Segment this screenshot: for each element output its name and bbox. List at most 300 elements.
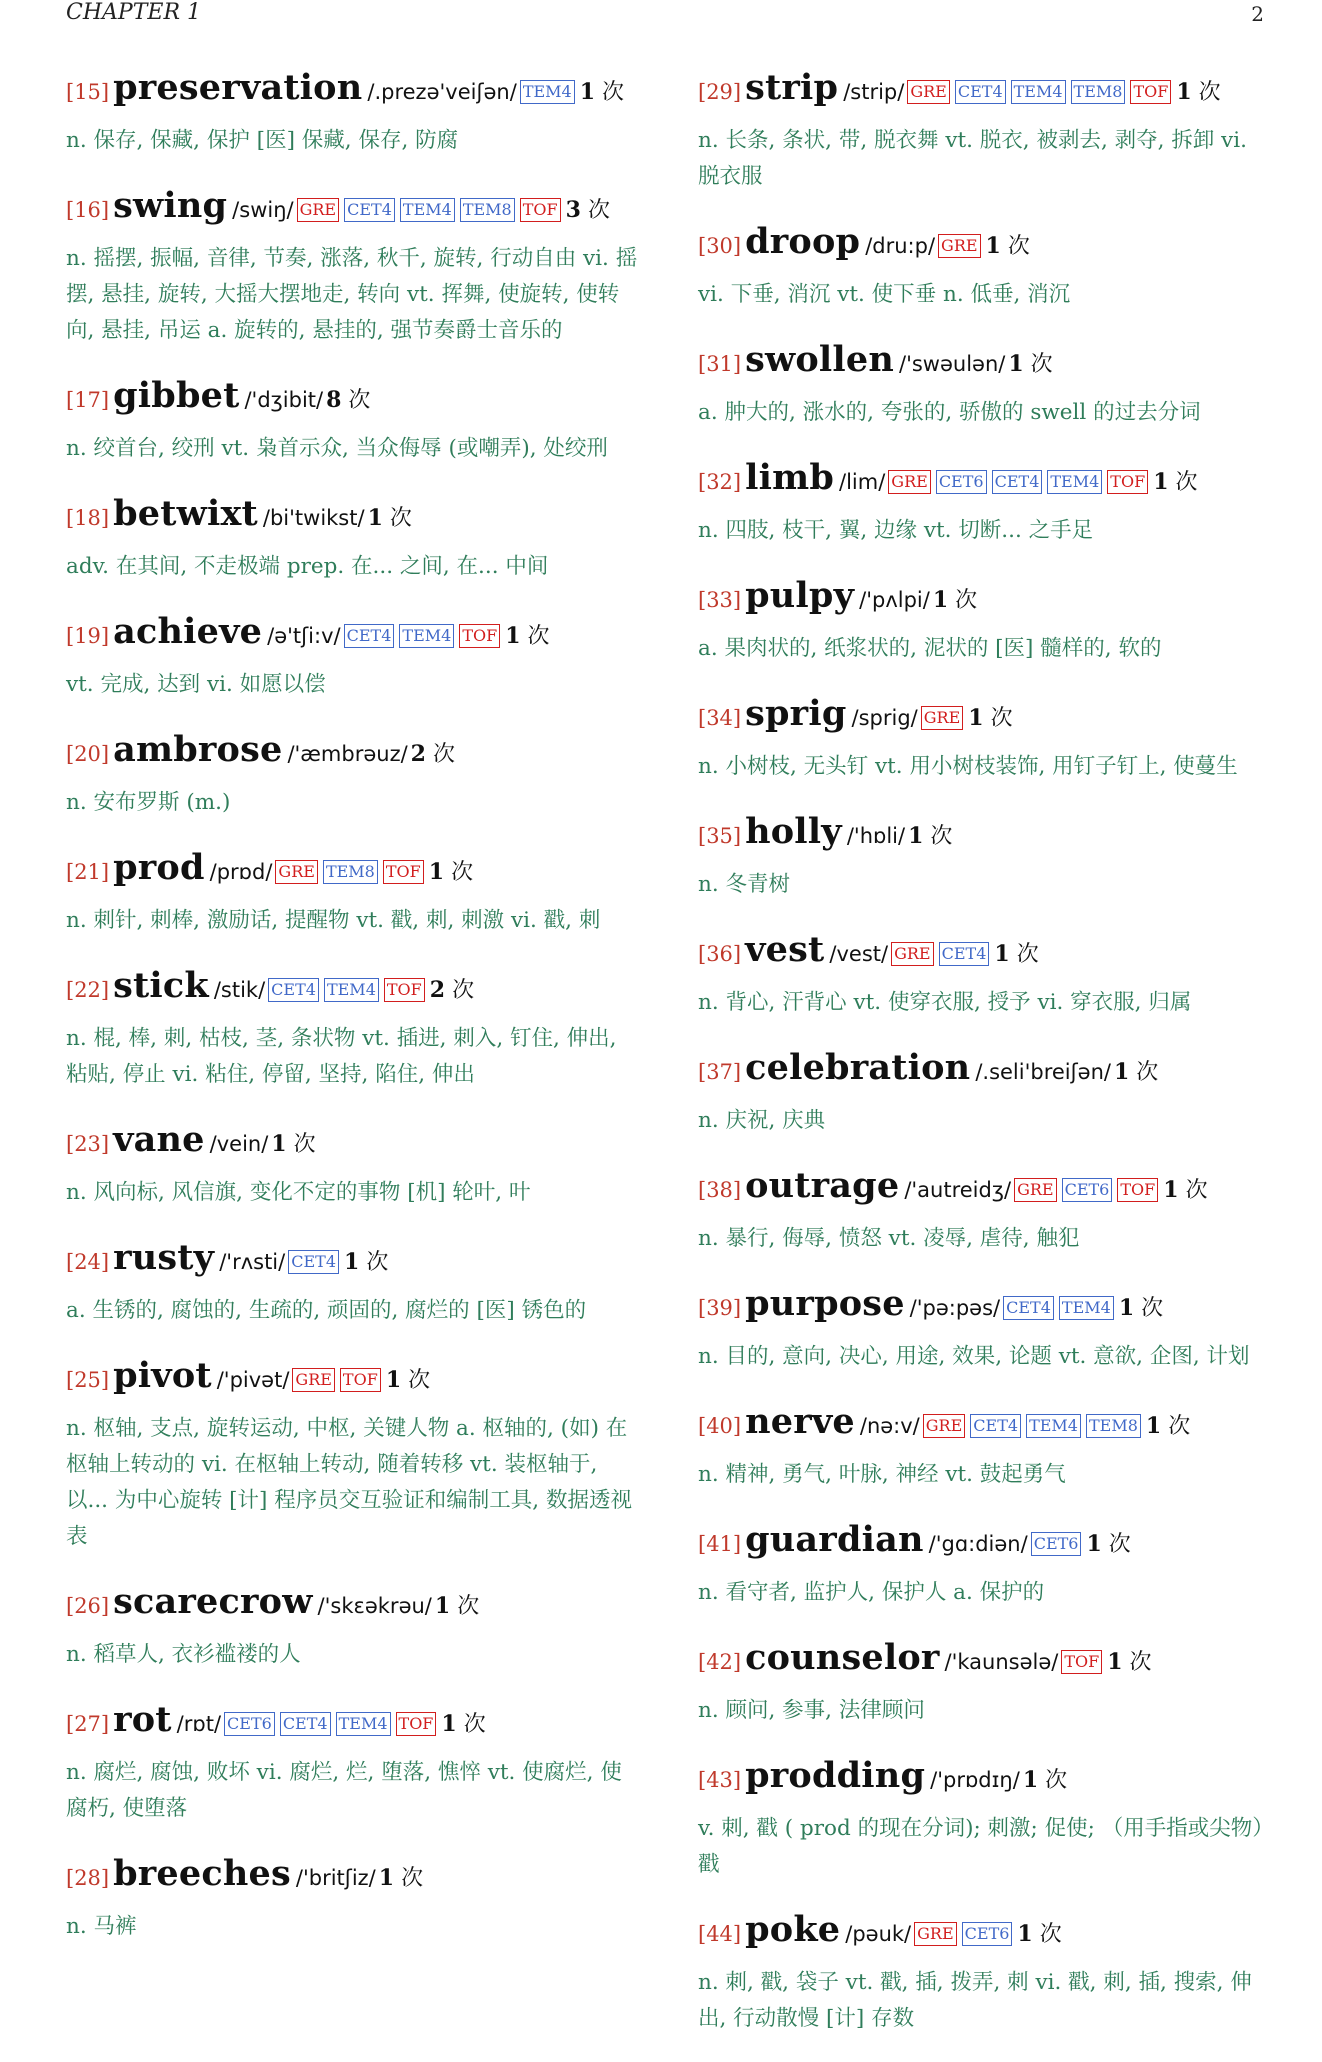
frequency bbox=[1163, 1178, 1207, 1203]
frequency-unit: 次 bbox=[1198, 80, 1221, 105]
definition: n. 长条, 条状, 带, 脱衣舞 vt. 脱衣, 被剥去, 剥夺, 拆卸 vi. 脱衣服 bbox=[698, 128, 1248, 189]
exam-tag: TEM4 bbox=[324, 978, 379, 1002]
chapter-title: CHAPTER 1 bbox=[66, 0, 201, 25]
entry-number: [19] bbox=[66, 624, 110, 648]
frequency bbox=[1114, 1060, 1158, 1085]
headword: swing bbox=[113, 185, 228, 226]
phonetic: /'pivət/ bbox=[216, 1368, 290, 1392]
phonetic: /'æmbrəuz/ bbox=[287, 742, 408, 766]
entry-head bbox=[66, 964, 640, 1019]
headword: poke bbox=[745, 1909, 841, 1950]
frequency bbox=[566, 198, 610, 223]
exam-tag: GRE bbox=[297, 198, 340, 222]
entry-head bbox=[698, 1754, 1272, 1809]
frequency-count: 8 bbox=[326, 387, 342, 413]
phonetic: /rɒt/ bbox=[176, 1712, 222, 1736]
frequency bbox=[1086, 1532, 1130, 1557]
entry-head bbox=[698, 1908, 1272, 1963]
entry-number: [22] bbox=[66, 978, 110, 1002]
definition: n. 刺针, 刺棒, 激励话, 提醒物 vt. 戳, 刺, 刺激 vi. 戳, 刺 bbox=[66, 908, 601, 933]
entry-head bbox=[66, 492, 640, 547]
headword: ambrose bbox=[113, 729, 283, 770]
exam-tag: GRE bbox=[914, 1922, 957, 1946]
frequency-count: 1 bbox=[1153, 469, 1169, 495]
entry-head bbox=[66, 846, 640, 901]
headword: rusty bbox=[113, 1237, 215, 1278]
definition: n. 看守者, 监护人, 保护人 a. 保护的 bbox=[698, 1580, 1045, 1605]
frequency-unit: 次 bbox=[1039, 1922, 1062, 1947]
vocab-entry bbox=[698, 1282, 1272, 1375]
entry-number: [31] bbox=[698, 352, 742, 376]
vocab-entry bbox=[66, 610, 640, 703]
headword: scarecrow bbox=[113, 1581, 313, 1622]
phonetic: /strip/ bbox=[843, 80, 905, 104]
frequency-unit: 次 bbox=[1108, 1532, 1131, 1557]
frequency bbox=[994, 942, 1038, 967]
exam-tag: TOF bbox=[1061, 1650, 1102, 1674]
frequency-count: 1 bbox=[505, 623, 521, 649]
frequency bbox=[1023, 1768, 1067, 1793]
frequency-unit: 次 bbox=[1136, 1060, 1159, 1085]
exam-tag: CET4 bbox=[280, 1712, 331, 1736]
entry-number: [21] bbox=[66, 860, 110, 884]
entry-head bbox=[698, 1400, 1272, 1455]
frequency bbox=[505, 624, 549, 649]
exam-tag: CET4 bbox=[268, 978, 319, 1002]
frequency-unit: 次 bbox=[451, 860, 474, 885]
exam-tag: CET6 bbox=[1062, 1178, 1113, 1202]
headword: sprig bbox=[745, 693, 847, 734]
frequency-count: 1 bbox=[994, 941, 1010, 967]
exam-tag: GRE bbox=[938, 234, 981, 258]
definition: n. 绞首台, 绞刑 vt. 枭首示众, 当众侮辱 (或嘲弄), 处绞刑 bbox=[66, 436, 608, 461]
frequency bbox=[368, 506, 412, 531]
entry-head bbox=[698, 928, 1272, 983]
entry-head bbox=[66, 66, 640, 121]
exam-tag: TOF bbox=[396, 1712, 437, 1736]
vocab-entry bbox=[66, 184, 640, 349]
frequency-unit: 次 bbox=[1185, 1178, 1208, 1203]
frequency bbox=[430, 978, 474, 1003]
headword: strip bbox=[745, 67, 839, 108]
phonetic: /.prezə'veiʃən/ bbox=[367, 80, 517, 104]
headword: gibbet bbox=[113, 375, 240, 416]
entry-number: [28] bbox=[66, 1866, 110, 1890]
frequency bbox=[986, 234, 1030, 259]
phonetic: /'pʌlpi/ bbox=[859, 588, 930, 612]
phonetic: /lim/ bbox=[839, 470, 886, 494]
exam-tag: CET4 bbox=[970, 1414, 1021, 1438]
definition: adv. 在其间, 不走极端 prep. 在... 之间, 在... 中间 bbox=[66, 554, 549, 579]
frequency-unit: 次 bbox=[1016, 942, 1039, 967]
frequency-unit: 次 bbox=[389, 506, 412, 531]
frequency-unit: 次 bbox=[1175, 470, 1198, 495]
entry-head bbox=[66, 610, 640, 665]
frequency-unit: 次 bbox=[452, 978, 475, 1003]
definition: n. 刺, 戳, 袋子 vt. 戳, 插, 拨弄, 刺 vi. 戳, 刺, 插, 搜索, 伸出, 行动散慢 [计] 存数 bbox=[698, 1970, 1252, 2031]
headword: pulpy bbox=[745, 575, 855, 616]
definition: n. 庆祝, 庆典 bbox=[698, 1108, 826, 1133]
frequency bbox=[1107, 1650, 1151, 1675]
exam-tag: CET4 bbox=[1003, 1296, 1054, 1320]
entry-number: [37] bbox=[698, 1060, 742, 1084]
frequency-count: 1 bbox=[1145, 1413, 1162, 1439]
entry-head bbox=[698, 220, 1272, 275]
entry-number: [32] bbox=[698, 470, 742, 494]
phonetic: /vein/ bbox=[209, 1132, 269, 1156]
entry-head bbox=[66, 728, 640, 783]
exam-tag: TEM4 bbox=[1011, 80, 1066, 104]
entry-number: [34] bbox=[698, 706, 742, 730]
phonetic: /.seli'breiʃən/ bbox=[975, 1060, 1111, 1084]
frequency-count: 1 bbox=[378, 1865, 395, 1891]
headword: swollen bbox=[745, 339, 894, 380]
frequency-count: 1 bbox=[1113, 1059, 1130, 1085]
vocab-entry bbox=[66, 66, 640, 159]
definition: n. 摇摆, 振幅, 音律, 节奏, 涨落, 秋千, 旋转, 行动自由 vi. 摇摆, 悬挂, 旋转, 大摇大摆地走, 转向 vt. 挥舞, 使旋转, 使转向, 悬挂, 吊运 a. 旋转的, 悬挂的, 强节奏爵士音乐的 bbox=[66, 246, 638, 343]
frequency-unit: 次 bbox=[401, 1866, 424, 1891]
entry-head bbox=[698, 810, 1272, 865]
frequency-count: 1 bbox=[344, 1249, 360, 1275]
definition: n. 四肢, 枝干, 翼, 边缘 vt. 切断... 之手足 bbox=[698, 518, 1094, 543]
phonetic: /'swəulən/ bbox=[899, 352, 1006, 376]
definition: a. 果肉状的, 纸浆状的, 泥状的 [医] 髓样的, 软的 bbox=[698, 636, 1162, 661]
exam-tag: GRE bbox=[921, 706, 964, 730]
frequency-count: 1 bbox=[985, 233, 1001, 259]
frequency-unit: 次 bbox=[587, 198, 610, 223]
entry-number: [41] bbox=[698, 1532, 742, 1556]
exam-tag: CET6 bbox=[224, 1712, 275, 1736]
entry-head bbox=[698, 1046, 1272, 1101]
entry-number: [16] bbox=[66, 198, 110, 222]
right-column bbox=[698, 66, 1272, 2062]
running-head bbox=[66, 0, 1264, 30]
entry-number: [39] bbox=[698, 1296, 742, 1320]
entry-number: [17] bbox=[66, 388, 110, 412]
entry-head bbox=[698, 574, 1272, 629]
frequency-count: 1 bbox=[1008, 351, 1024, 377]
entry-number: [23] bbox=[66, 1132, 110, 1156]
phonetic: /'skɛəkrəu/ bbox=[317, 1594, 432, 1618]
entry-head bbox=[698, 338, 1272, 393]
headword: prodding bbox=[745, 1755, 926, 1796]
vocab-entry bbox=[66, 492, 640, 585]
frequency-count: 1 bbox=[271, 1131, 287, 1157]
exam-tag: TEM4 bbox=[336, 1712, 391, 1736]
entry-head bbox=[66, 1354, 640, 1409]
exam-tag: TOF bbox=[459, 624, 500, 648]
entry-head bbox=[698, 1518, 1272, 1573]
exam-tag: CET4 bbox=[955, 80, 1006, 104]
phonetic: /'pə:pəs/ bbox=[909, 1296, 1001, 1320]
frequency-unit: 次 bbox=[1045, 1768, 1068, 1793]
frequency-unit: 次 bbox=[463, 1712, 486, 1737]
definition: n. 顾问, 参事, 法律顾问 bbox=[698, 1698, 925, 1723]
headword: vest bbox=[745, 929, 825, 970]
headword: rot bbox=[113, 1699, 172, 1740]
headword: achieve bbox=[113, 611, 263, 652]
phonetic: /sprig/ bbox=[851, 706, 918, 730]
exam-tag: CET6 bbox=[962, 1922, 1013, 1946]
entry-number: [30] bbox=[698, 234, 742, 258]
entry-number: [27] bbox=[66, 1712, 110, 1736]
frequency-count: 1 bbox=[434, 1593, 451, 1619]
phonetic: /prɒd/ bbox=[209, 860, 273, 884]
frequency-count: 1 bbox=[1118, 1295, 1135, 1321]
frequency bbox=[435, 1594, 479, 1619]
exam-tag: TEM4 bbox=[400, 198, 455, 222]
frequency-unit: 次 bbox=[293, 1132, 316, 1157]
vocab-entry bbox=[66, 1118, 640, 1211]
headword: holly bbox=[745, 811, 842, 852]
frequency bbox=[326, 388, 370, 413]
entry-number: [40] bbox=[698, 1414, 742, 1438]
exam-tag: TEM4 bbox=[1047, 470, 1102, 494]
headword: droop bbox=[745, 221, 861, 262]
frequency-count: 1 bbox=[1107, 1649, 1123, 1675]
exam-tag: CET4 bbox=[344, 624, 395, 648]
frequency bbox=[580, 80, 624, 105]
vocab-entry bbox=[698, 1908, 1272, 2037]
frequency bbox=[968, 706, 1012, 731]
entry-number: [25] bbox=[66, 1368, 110, 1392]
frequency-unit: 次 bbox=[955, 588, 978, 613]
entry-number: [35] bbox=[698, 824, 742, 848]
frequency-unit: 次 bbox=[1141, 1296, 1164, 1321]
definition: n. 稻草人, 衣衫褴褛的人 bbox=[66, 1642, 301, 1667]
frequency-unit: 次 bbox=[1030, 352, 1053, 377]
headword: preservation bbox=[113, 67, 363, 108]
phonetic: /pəuk/ bbox=[845, 1922, 912, 1946]
frequency-count: 1 bbox=[385, 1367, 402, 1393]
entry-head bbox=[698, 456, 1272, 511]
headword: betwixt bbox=[113, 493, 258, 534]
entry-head bbox=[66, 1118, 640, 1173]
phonetic: /swiŋ/ bbox=[232, 198, 294, 222]
frequency-count: 1 bbox=[1022, 1767, 1039, 1793]
exam-tag: TEM4 bbox=[520, 80, 575, 104]
vocab-entry bbox=[66, 728, 640, 821]
vocab-entry bbox=[66, 964, 640, 1093]
entry-head bbox=[66, 1698, 640, 1753]
exam-tag: TEM8 bbox=[1086, 1414, 1141, 1438]
frequency-count: 2 bbox=[429, 977, 446, 1003]
entry-head bbox=[66, 1580, 640, 1635]
vocab-entry bbox=[698, 66, 1272, 195]
exam-tag: TEM4 bbox=[1059, 1296, 1114, 1320]
phonetic: /stik/ bbox=[213, 978, 266, 1002]
phonetic: /'kaunsələ/ bbox=[944, 1650, 1059, 1674]
exam-tag: TOF bbox=[384, 978, 425, 1002]
exam-tag: TOF bbox=[1107, 470, 1148, 494]
vocab-entry bbox=[66, 1852, 640, 1945]
frequency-unit: 次 bbox=[1129, 1650, 1152, 1675]
frequency-unit: 次 bbox=[990, 706, 1013, 731]
headword: counselor bbox=[745, 1637, 940, 1678]
exam-tag: TEM8 bbox=[1071, 80, 1126, 104]
frequency-unit: 次 bbox=[457, 1594, 480, 1619]
vocab-entry bbox=[66, 1236, 640, 1329]
entry-number: [15] bbox=[66, 80, 110, 104]
exam-tag: TOF bbox=[383, 860, 424, 884]
frequency bbox=[1119, 1296, 1163, 1321]
entry-number: [43] bbox=[698, 1768, 742, 1792]
headword: guardian bbox=[745, 1519, 924, 1560]
exam-tag: CET4 bbox=[939, 942, 990, 966]
exam-tag: GRE bbox=[292, 1368, 335, 1392]
frequency-count: 1 bbox=[1176, 79, 1192, 105]
frequency bbox=[411, 742, 455, 767]
headword: breeches bbox=[113, 1853, 291, 1894]
entry-number: [36] bbox=[698, 942, 742, 966]
phonetic: /'hɒli/ bbox=[846, 824, 906, 848]
exam-tag: GRE bbox=[923, 1414, 966, 1438]
frequency-count: 1 bbox=[908, 823, 924, 849]
phonetic: /'britʃiz/ bbox=[295, 1866, 376, 1890]
headword: vane bbox=[113, 1119, 205, 1160]
definition: n. 枢轴, 支点, 旋转运动, 中枢, 关键人物 a. 枢轴的, (如) 在枢轴上转动的 vi. 在枢轴上转动, 随着转移 vt. 装枢轴于, 以... 为中心旋转 [计] 程序员交互验证和编制工具, 数据透视表 bbox=[66, 1416, 632, 1549]
phonetic: /nə:v/ bbox=[859, 1414, 920, 1438]
vocab-entry bbox=[698, 220, 1272, 313]
definition: n. 精神, 勇气, 叶脉, 神经 vt. 鼓起勇气 bbox=[698, 1462, 1066, 1487]
entry-number: [33] bbox=[698, 588, 742, 612]
headword: limb bbox=[745, 457, 835, 498]
vocab-entry bbox=[698, 1046, 1272, 1139]
frequency-count: 1 bbox=[968, 705, 984, 731]
exam-tag: CET6 bbox=[1031, 1532, 1082, 1556]
vocab-entry bbox=[698, 928, 1272, 1021]
definition: vi. 下垂, 消沉 vt. 使下垂 n. 低垂, 消沉 bbox=[698, 282, 1071, 307]
definition: n. 小树枝, 无头钉 vt. 用小树枝装饰, 用钉子钉上, 使蔓生 bbox=[698, 754, 1238, 779]
frequency-count: 1 bbox=[1086, 1531, 1102, 1557]
vocab-entry bbox=[66, 374, 640, 467]
exam-tag: TOF bbox=[1130, 80, 1171, 104]
frequency-count: 1 bbox=[441, 1711, 457, 1737]
definition: n. 目的, 意向, 决心, 用途, 效果, 论题 vt. 意欲, 企图, 计划 bbox=[698, 1344, 1250, 1369]
entry-head bbox=[698, 1164, 1272, 1219]
entry-head bbox=[698, 66, 1272, 121]
frequency bbox=[344, 1250, 388, 1275]
frequency bbox=[441, 1712, 485, 1737]
frequency bbox=[1176, 80, 1220, 105]
page-number: 2 bbox=[1251, 2, 1264, 26]
frequency-count: 3 bbox=[565, 197, 581, 223]
exam-tag: CET6 bbox=[936, 470, 987, 494]
frequency-unit: 次 bbox=[366, 1250, 389, 1275]
entry-head bbox=[698, 1282, 1272, 1337]
frequency-unit: 次 bbox=[1168, 1414, 1191, 1439]
exam-tag: TEM8 bbox=[460, 198, 515, 222]
entry-number: [20] bbox=[66, 742, 110, 766]
exam-tag: CET4 bbox=[344, 198, 395, 222]
entry-number: [18] bbox=[66, 506, 110, 530]
frequency-unit: 次 bbox=[408, 1368, 431, 1393]
exam-tag: CET4 bbox=[992, 470, 1043, 494]
frequency-unit: 次 bbox=[602, 80, 625, 105]
headword: purpose bbox=[745, 1283, 905, 1324]
frequency-count: 1 bbox=[932, 587, 949, 613]
frequency-unit: 次 bbox=[432, 742, 455, 767]
entry-head bbox=[66, 1236, 640, 1291]
vocab-entry bbox=[698, 1518, 1272, 1611]
definition: n. 保存, 保藏, 保护 [医] 保藏, 保存, 防腐 bbox=[66, 128, 459, 153]
frequency-count: 1 bbox=[367, 505, 383, 531]
definition: n. 棍, 棒, 刺, 枯枝, 茎, 条状物 vt. 插进, 刺入, 钉住, 伸出, 粘贴, 停止 vi. 粘住, 停留, 坚持, 陷住, 伸出 bbox=[66, 1026, 617, 1087]
entry-number: [44] bbox=[698, 1922, 742, 1946]
exam-tag: TOF bbox=[520, 198, 561, 222]
frequency-count: 1 bbox=[1163, 1177, 1179, 1203]
definition: n. 安布罗斯 (m.) bbox=[66, 790, 231, 815]
vocab-entry bbox=[698, 574, 1272, 667]
headword: outrage bbox=[745, 1165, 900, 1206]
headword: celebration bbox=[745, 1047, 971, 1088]
vocab-entry bbox=[698, 338, 1272, 431]
vocab-entry bbox=[698, 810, 1272, 903]
vocab-entry bbox=[698, 1636, 1272, 1729]
entry-head bbox=[66, 184, 640, 239]
phonetic: /bi'twikst/ bbox=[262, 506, 365, 530]
frequency-unit: 次 bbox=[527, 624, 550, 649]
entry-head bbox=[66, 1852, 640, 1907]
exam-tag: TOF bbox=[340, 1368, 381, 1392]
entry-head bbox=[66, 374, 640, 429]
frequency-count: 1 bbox=[579, 79, 596, 105]
exam-tag: GRE bbox=[888, 470, 931, 494]
definition: n. 背心, 汗背心 vt. 使穿衣服, 授予 vi. 穿衣服, 归属 bbox=[698, 990, 1192, 1015]
exam-tag: GRE bbox=[275, 860, 318, 884]
entry-number: [38] bbox=[698, 1178, 742, 1202]
definition: n. 暴行, 侮辱, 愤怒 vt. 凌辱, 虐待, 触犯 bbox=[698, 1226, 1080, 1251]
frequency bbox=[1146, 1414, 1190, 1439]
headword: stick bbox=[113, 965, 209, 1006]
definition: a. 生锈的, 腐蚀的, 生疏的, 顽固的, 腐烂的 [医] 锈色的 bbox=[66, 1298, 587, 1323]
headword: pivot bbox=[113, 1355, 212, 1396]
frequency bbox=[271, 1132, 315, 1157]
exam-tag: TEM4 bbox=[399, 624, 454, 648]
vocab-entry bbox=[66, 1580, 640, 1673]
phonetic: /ə'tʃi:v/ bbox=[267, 624, 341, 648]
exam-tag: TEM4 bbox=[1026, 1414, 1081, 1438]
exam-tag: TEM8 bbox=[323, 860, 378, 884]
frequency-unit: 次 bbox=[348, 388, 371, 413]
frequency-count: 1 bbox=[428, 859, 445, 885]
definition: n. 冬青树 bbox=[698, 872, 791, 897]
phonetic: /'dʒibit/ bbox=[244, 388, 324, 412]
definition: n. 风向标, 风信旗, 变化不定的事物 [机] 轮叶, 叶 bbox=[66, 1180, 531, 1205]
headword: prod bbox=[113, 847, 205, 888]
vocab-entry bbox=[66, 846, 640, 939]
definition: n. 腐烂, 腐蚀, 败坏 vi. 腐烂, 烂, 堕落, 憔悴 vt. 使腐烂, 使腐朽, 使堕落 bbox=[66, 1760, 622, 1821]
entry-number: [29] bbox=[698, 80, 742, 104]
entry-head bbox=[698, 692, 1272, 747]
frequency-unit: 次 bbox=[1007, 234, 1030, 259]
definition: n. 马裤 bbox=[66, 1914, 137, 1939]
phonetic: /'autreidʒ/ bbox=[904, 1178, 1012, 1202]
frequency bbox=[933, 588, 977, 613]
phonetic: /dru:p/ bbox=[865, 234, 936, 258]
headword: nerve bbox=[745, 1401, 855, 1442]
vocab-entry bbox=[698, 1754, 1272, 1883]
entry-head bbox=[698, 1636, 1272, 1691]
frequency-unit: 次 bbox=[930, 824, 953, 849]
definition: v. 刺, 戳 ( prod 的现在分词); 刺激; 促使; （用手指或尖物）戳 bbox=[698, 1816, 1263, 1877]
exam-tag: GRE bbox=[891, 942, 934, 966]
vocab-entry bbox=[66, 1698, 640, 1827]
frequency bbox=[1153, 470, 1197, 495]
frequency bbox=[429, 860, 473, 885]
entry-number: [42] bbox=[698, 1650, 742, 1674]
phonetic: /'prɒdɪŋ/ bbox=[930, 1768, 1020, 1792]
